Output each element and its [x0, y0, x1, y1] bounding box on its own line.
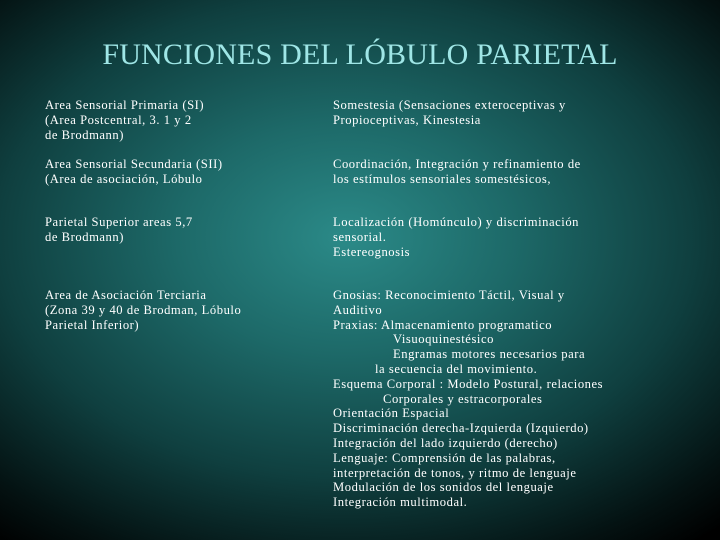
row-4-area-line-1: Area de Asociación Terciaria	[45, 288, 207, 302]
row-2-function	[333, 157, 581, 187]
row-1-function	[333, 98, 566, 128]
row-2-area-line-2: (Area de asociación, Lóbulo	[45, 171, 203, 186]
row-2-function-line-1: Coordinación, Integración y refinamiento de	[333, 157, 581, 171]
row-1-area	[45, 98, 204, 142]
row-4-function-line-9: Orientación Espacial	[333, 406, 450, 421]
row-4-function-line-6: la secuencia del movimiento.	[375, 361, 538, 376]
row-4-function-line-5: Engramas motores necesarios para	[393, 347, 586, 362]
row-4-function-line-4: Visuoquinestésico	[393, 332, 494, 347]
row-1-area-line-2: (Area Postcentral, 3. 1 y 2	[45, 112, 192, 127]
row-4-function-line-10: Discriminación derecha-Izquierda (Izquierdo)	[333, 421, 589, 436]
row-4-function-line-11: Integración del lado izquierdo (derecho)	[333, 435, 558, 450]
row-4-function-line-15: Integración multimodal.	[333, 495, 468, 510]
row-2-function-line-2: los estímulos sensoriales somestésicos,	[333, 171, 552, 186]
row-3-function	[333, 215, 579, 259]
row-4-function-line-14: Modulación de los sonidos del lenguaje	[333, 480, 554, 495]
row-3-area-line-1: Parietal Superior areas 5,7	[45, 215, 193, 229]
row-4-function-line-8: Corporales y estracorporales	[383, 391, 543, 406]
row-3-area	[45, 215, 193, 245]
row-4-function-line-12: Lenguaje: Comprensión de las palabras,	[333, 450, 556, 465]
row-4-function-line-1: Gnosias: Reconocimiento Táctil, Visual y	[333, 288, 565, 302]
row-3-function-line-2: sensorial.	[333, 229, 387, 244]
row-2-area-line-1: Area Sensorial Secundaria (SII)	[45, 157, 223, 171]
row-4-function-line-7: Esquema Corporal : Modelo Postural, relaciones	[333, 376, 604, 391]
row-4-function-line-13: interpretación de tonos, y ritmo de lenguaje	[333, 465, 577, 480]
slide-title: FUNCIONES DEL LÓBULO PARIETAL	[102, 38, 618, 71]
row-3-function-line-1: Localización (Homúnculo) y discriminación	[333, 215, 580, 229]
row-3-area-line-2: de Brodmann)	[45, 229, 124, 244]
row-4-area	[45, 288, 241, 332]
row-4-function-line-2: Auditivo	[333, 302, 383, 317]
row-4-function-line-3: Praxias: Almacenamiento programatico	[333, 317, 553, 332]
row-3-function-line-3: Estereognosis	[333, 244, 411, 259]
row-1-area-line-3: de Brodmann)	[45, 127, 124, 142]
row-1-function-line-1: Somestesia (Sensaciones exteroceptivas y	[333, 98, 566, 112]
row-4-area-line-3: Parietal Inferior)	[45, 317, 140, 332]
row-4-area-line-2: (Zona 39 y 40 de Brodman, Lóbulo	[45, 302, 242, 317]
row-1-area-line-1: Area Sensorial Primaria (SI)	[45, 98, 205, 112]
row-2-area	[45, 157, 223, 187]
row-1-function-line-2: Propioceptivas, Kinestesia	[333, 112, 481, 127]
row-4-function	[333, 288, 603, 510]
